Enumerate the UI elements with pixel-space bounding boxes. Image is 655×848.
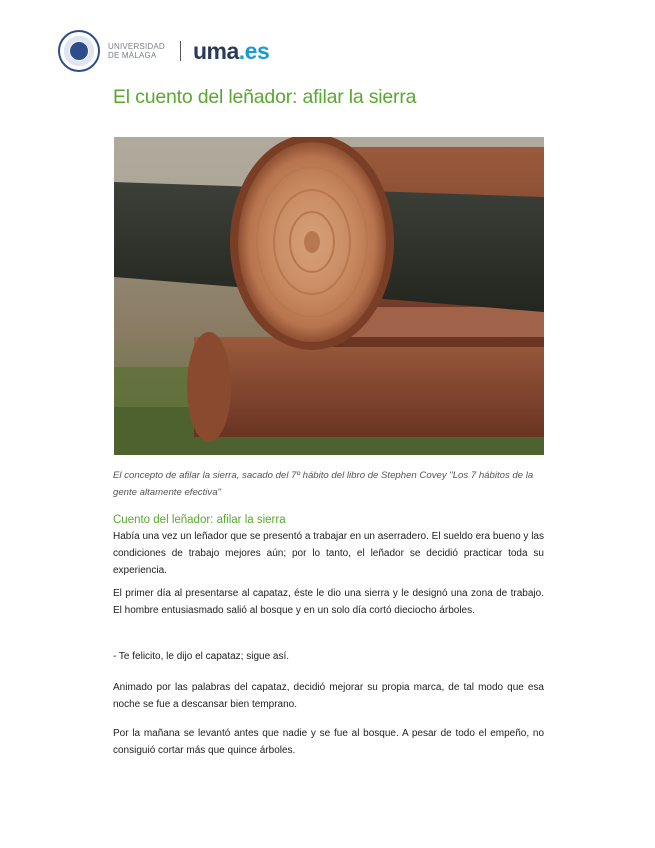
paragraph-1: Había una vez un leñador que se presentó a trabajar en un aserradero. El sueldo era bueno y las condiciones de trabajo mejores aún; por lo tanto, el leñador se decidió practicar toda su experiencia. [113,531,544,576]
article-photo [114,137,544,455]
university-name-line2: DE MÁLAGA [108,51,157,60]
university-name-line1: UNIVERSIDAD [108,42,165,51]
page-header [58,28,269,74]
university-seal-icon [58,30,100,72]
log-saw-illustration [114,137,544,455]
photo-caption: El concepto de afilar la sierra, sacado del 7º hábito del libro de Stephen Covey "Los 7 hábitos de la gente altamente efectiva" [113,470,534,498]
header-divider [180,41,181,61]
section-heading: Cuento del leñador: afilar la sierra [113,514,286,526]
paragraph-4: Animado por las palabras del capataz, decidió mejorar su propia marca, de tal modo que esa noche se fue a descansar bien temprano. [113,682,544,710]
uma-logo-suffix: .es [238,37,270,64]
paragraph-5: Por la mañana se levantó antes que nadie y se fue al bosque. A pesar de todo el empeño, no consiguió cortar más que quince árboles. [113,728,544,756]
uma-logo-text: uma [193,37,239,64]
paragraph-3: - Te felicito, le dijo el capataz; sigue así. [113,651,290,662]
page-title: El cuento del leñador: afilar la sierra [113,86,417,108]
uma-logo[interactable] [193,38,269,65]
paragraph-2: El primer día al presentarse al capataz, éste le dio una sierra y le designó una zona de trabajo. El hombre entusiasmado salió al bosque y en un solo día cortó dieciocho árboles. [113,588,544,616]
university-name [108,42,176,60]
